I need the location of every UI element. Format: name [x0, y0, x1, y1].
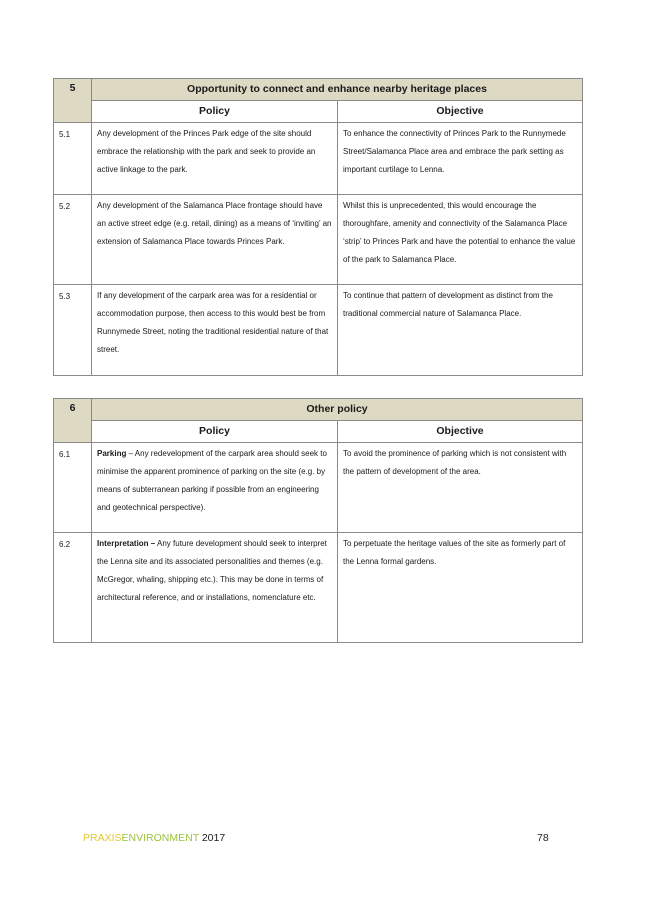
- objective-cell: To continue that pattern of development as distinct from the traditional commercial nature of Salamanca Place.: [338, 285, 583, 376]
- policy-text: Any development of the Salamanca Place frontage should have an active street edge (e.g. retail, dining) as a means of ‘inviting’ an extension of Salamanca Place towards Princes Park.: [97, 201, 332, 246]
- footer-brand: [83, 832, 225, 844]
- policy-column-header: Policy: [92, 101, 338, 123]
- other-policy-table: [53, 398, 583, 643]
- objective-cell: To avoid the prominence of parking which is not consistent with the pattern of development of the area.: [338, 443, 583, 533]
- policy-text: If any development of the carpark area was for a residential or accommodation purpose, then access to this would best be from Runnymede Street, noting the traditional residential nature of that street.: [97, 291, 329, 354]
- row-number: 5.2: [54, 195, 92, 285]
- policy-lead: Interpretation –: [97, 539, 156, 548]
- policy-cell: [92, 285, 338, 376]
- row-number: 6.1: [54, 443, 92, 533]
- policy-cell: [92, 195, 338, 285]
- heritage-connection-table: [53, 78, 583, 376]
- brand-praxis: PRAXIS: [83, 832, 122, 844]
- policy-cell: [92, 123, 338, 195]
- objective-cell: To perpetuate the heritage values of the site as formerly part of the Lenna formal gardens.: [338, 533, 583, 643]
- policy-text: – Any redevelopment of the carpark area should seek to minimise the apparent prominence of parking on the site (e.g. by means of subterranean parking if possible from an engineering and geotechnical perspective).: [97, 449, 327, 512]
- table-row: [54, 285, 583, 376]
- page-number: 78: [537, 832, 549, 844]
- objective-column-header: Objective: [338, 421, 583, 443]
- table-row: [54, 533, 583, 643]
- section-title: Opportunity to connect and enhance nearby heritage places: [92, 79, 583, 101]
- table-row: [54, 123, 583, 195]
- table-row: [54, 443, 583, 533]
- policy-cell: [92, 443, 338, 533]
- section-number: 5: [54, 79, 92, 123]
- policy-cell: [92, 533, 338, 643]
- table-row: [54, 195, 583, 285]
- objective-cell: Whilst this is unprecedented, this would encourage the thoroughfare, amenity and connectivity of the Salamanca Place ‘strip’ to Princes Park and have the potential to enhance the value of the park to Salamanca Place.: [338, 195, 583, 285]
- objective-column-header: Objective: [338, 101, 583, 123]
- policy-text: Any future development should seek to interpret the Lenna site and its associated personalities and themes (e.g. McGregor, whaling, shipping etc.). This may be done in terms of architectural reference, and or installations, nomenclature etc.: [97, 539, 327, 602]
- footer-year: 2017: [198, 832, 226, 844]
- section-title: Other policy: [92, 399, 583, 421]
- brand-environment: ENVIRONMENT: [121, 832, 199, 844]
- section-number: 6: [54, 399, 92, 443]
- row-number: 5.3: [54, 285, 92, 376]
- row-number: 5.1: [54, 123, 92, 195]
- policy-text: Any development of the Princes Park edge of the site should embrace the relationship with the park and seek to provide an active linkage to the park.: [97, 129, 316, 174]
- policy-column-header: Policy: [92, 421, 338, 443]
- policy-lead: Parking: [97, 449, 127, 458]
- row-number: 6.2: [54, 533, 92, 643]
- objective-cell: To enhance the connectivity of Princes Park to the Runnymede Street/Salamanca Place area and embrace the park setting as important curtilage to Lenna.: [338, 123, 583, 195]
